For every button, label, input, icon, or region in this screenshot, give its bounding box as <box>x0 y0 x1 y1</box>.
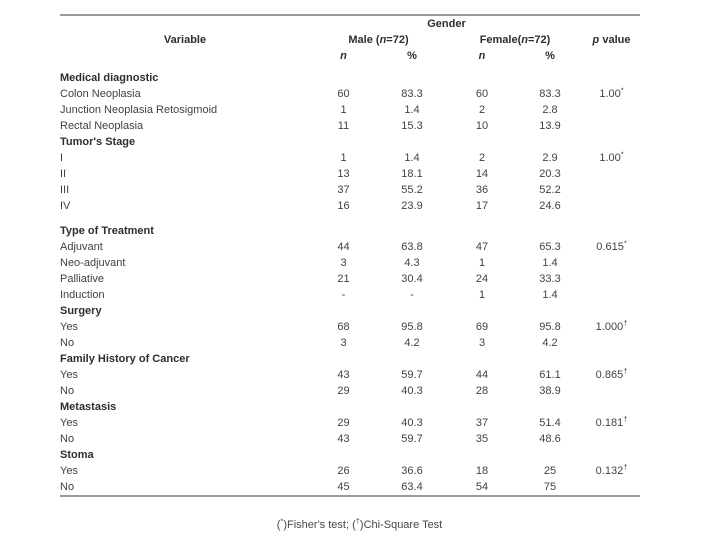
p-value <box>583 287 640 303</box>
male-pct-value: 55.2 <box>401 183 423 196</box>
row-label: No <box>60 336 75 349</box>
male-pct-value: 18.1 <box>401 167 423 180</box>
section-title: Family History of Cancer <box>60 352 190 365</box>
female-n-value: 37 <box>475 416 489 429</box>
section-row <box>60 447 640 463</box>
row-label: Junction Neoplasia Retosigmoid <box>60 103 218 116</box>
table-row <box>60 431 640 447</box>
female-pct-value: 33.3 <box>539 272 561 285</box>
male-n-value: 43 <box>337 368 350 381</box>
p-superscript: † <box>623 413 628 423</box>
male-n-value: 16 <box>337 199 350 212</box>
section-title: Medical diagnostic <box>60 71 159 84</box>
p-superscript: * <box>620 148 624 158</box>
p-value: 0.181† <box>595 413 628 429</box>
female-pct-value: 25 <box>543 464 557 477</box>
gender-statistics-table <box>60 14 640 497</box>
male-n-value: 68 <box>337 320 350 333</box>
female-n-value: 36 <box>475 183 489 196</box>
female-pct-subheader: % <box>545 49 555 62</box>
male-pct-subheader: % <box>407 49 417 62</box>
male-pct-value: 59.7 <box>401 432 423 445</box>
female-n-subheader: n <box>478 49 486 62</box>
male-n-value: 3 <box>340 256 347 269</box>
section-row <box>60 70 640 86</box>
section-title: Surgery <box>60 304 102 317</box>
table-row <box>60 463 640 479</box>
female-n-value: 47 <box>475 240 489 253</box>
female-pct-value: 24.6 <box>539 199 561 212</box>
male-n-value: 29 <box>337 416 350 429</box>
p-value <box>583 198 640 214</box>
gender-header: Gender <box>427 17 466 30</box>
empty-cell <box>60 15 310 32</box>
male-n-value: 26 <box>337 464 350 477</box>
table-row <box>60 271 640 287</box>
female-n-value: 35 <box>475 432 489 445</box>
variable-header: Variable <box>163 33 207 46</box>
female-pct-value: 83.3 <box>539 87 561 100</box>
row-label: No <box>60 432 75 445</box>
male-n-value: 13 <box>337 167 350 180</box>
section-row <box>60 134 640 150</box>
male-n-value: 60 <box>337 87 350 100</box>
male-pct-value: 23.9 <box>401 199 423 212</box>
fisher-asterisk: * <box>280 516 284 526</box>
p-value <box>583 383 640 399</box>
female-n-value: 54 <box>475 480 489 493</box>
female-n-value: 60 <box>475 87 489 100</box>
row-label: Colon Neoplasia <box>60 87 141 100</box>
male-pct-value: 83.3 <box>401 87 423 100</box>
female-n-value: 14 <box>475 167 489 180</box>
female-n-value: 1 <box>478 288 486 301</box>
male-pct-value: 4.3 <box>404 256 420 269</box>
female-pct-value: 52.2 <box>539 183 561 196</box>
footnote-chi-text: )Chi-Square Test <box>359 519 443 531</box>
p-value: 0.615* <box>596 237 627 253</box>
female-n-value: 44 <box>475 368 489 381</box>
female-pct-value: 1.4 <box>542 288 558 301</box>
empty-cell <box>60 48 310 64</box>
table-row <box>60 118 640 134</box>
p-superscript: † <box>623 365 628 375</box>
male-header-n-italic: n <box>379 33 387 46</box>
male-pct-value: 63.4 <box>401 480 423 493</box>
row-label: Yes <box>60 416 78 429</box>
table-row <box>60 415 640 431</box>
row-label: Rectal Neoplasia <box>60 119 144 132</box>
male-pct-value: 59.7 <box>401 368 423 381</box>
male-pct-value: 15.3 <box>401 119 423 132</box>
row-label: Yes <box>60 464 78 477</box>
p-value <box>583 479 640 496</box>
female-pct-value: 20.3 <box>539 167 561 180</box>
p-value: 1.000† <box>595 317 628 333</box>
row-label: Palliative <box>60 272 105 285</box>
table-footnote <box>0 516 719 531</box>
row-label: Adjuvant <box>60 240 103 253</box>
row-label: IV <box>60 199 71 212</box>
female-n-value: 2 <box>478 103 486 116</box>
male-n-value: 37 <box>337 183 350 196</box>
female-n-value: 3 <box>478 336 486 349</box>
footnote-fisher-text: )Fisher's test; ( <box>283 519 356 531</box>
female-pct-value: 2.9 <box>542 151 558 164</box>
table-row <box>60 287 640 303</box>
row-label: Neo-adjuvant <box>60 256 126 269</box>
male-n-value: 44 <box>337 240 350 253</box>
p-value-header-rest: value <box>599 33 631 46</box>
p-superscript: † <box>623 317 628 327</box>
section-title: Stoma <box>60 448 94 461</box>
male-header <box>310 32 447 48</box>
male-pct-value: 1.4 <box>404 151 420 164</box>
p-value <box>583 271 640 287</box>
table-row <box>60 479 640 496</box>
p-superscript: † <box>623 461 628 471</box>
female-n-value: 18 <box>475 464 489 477</box>
male-pct-value: 1.4 <box>404 103 420 116</box>
female-n-value: 28 <box>475 384 489 397</box>
female-pct-value: 4.2 <box>542 336 558 349</box>
row-label: Yes <box>60 320 78 333</box>
sub-header-row <box>60 48 640 64</box>
female-pct-value: 2.8 <box>542 103 558 116</box>
male-pct-value: 63.8 <box>401 240 423 253</box>
p-value <box>583 118 640 134</box>
p-value <box>583 335 640 351</box>
male-pct-value: 36.6 <box>401 464 423 477</box>
female-pct-value: 65.3 <box>539 240 561 253</box>
gender-header-row <box>60 15 640 32</box>
p-value-header <box>583 32 640 48</box>
male-pct-value: 4.2 <box>404 336 420 349</box>
male-pct-value: 95.8 <box>401 320 423 333</box>
table-row <box>60 383 640 399</box>
section-title: Type of Treatment <box>60 224 154 237</box>
section-row <box>60 399 640 415</box>
table-row <box>60 319 640 335</box>
male-n-value: 3 <box>340 336 347 349</box>
female-pct-value: 61.1 <box>539 368 561 381</box>
male-pct-value: 30.4 <box>401 272 423 285</box>
p-value <box>583 102 640 118</box>
female-pct-value: 38.9 <box>539 384 561 397</box>
row-label: Yes <box>60 368 78 381</box>
table-row <box>60 198 640 214</box>
male-pct-value: - <box>410 288 414 301</box>
table-row <box>60 166 640 182</box>
male-header-pre: Male ( <box>348 33 380 46</box>
female-pct-value: 1.4 <box>542 256 558 269</box>
female-pct-value: 95.8 <box>539 320 561 333</box>
female-header-post: =72) <box>528 33 551 46</box>
row-label: No <box>60 480 75 493</box>
row-label: Induction <box>60 288 105 301</box>
male-n-value: - <box>341 288 346 301</box>
female-pct-value: 75 <box>543 480 557 493</box>
p-value <box>583 431 640 447</box>
male-n-value: 29 <box>337 384 350 397</box>
spacer-row <box>60 214 640 223</box>
female-n-value: 69 <box>475 320 489 333</box>
male-n-value: 1 <box>340 151 347 164</box>
female-header-n-italic: n <box>521 33 528 46</box>
male-n-value: 43 <box>337 432 350 445</box>
section-title: Tumor's Stage <box>60 135 136 148</box>
p-value <box>583 166 640 182</box>
table-row <box>60 239 640 255</box>
section-row <box>60 223 640 239</box>
male-n-value: 1 <box>340 103 347 116</box>
p-value: 0.132† <box>595 461 628 477</box>
empty-cell <box>583 15 640 32</box>
female-pct-value: 13.9 <box>539 119 561 132</box>
p-value <box>583 255 640 271</box>
row-label: II <box>60 167 67 180</box>
female-pct-value: 48.6 <box>539 432 561 445</box>
female-header-pre: Female( <box>479 33 522 46</box>
row-label: I <box>60 151 64 164</box>
female-n-value: 2 <box>478 151 486 164</box>
section-row <box>60 351 640 367</box>
female-n-value: 24 <box>475 272 489 285</box>
p-value: 1.00* <box>599 148 624 164</box>
female-n-value: 1 <box>478 256 486 269</box>
male-header-post: =72) <box>386 33 409 46</box>
male-pct-value: 40.3 <box>401 416 423 429</box>
female-n-value: 17 <box>475 199 489 212</box>
p-value: 0.865† <box>595 365 628 381</box>
female-header <box>447 32 583 48</box>
male-pct-value: 40.3 <box>401 384 423 397</box>
male-n-value: 45 <box>337 480 350 493</box>
row-label: No <box>60 384 75 397</box>
row-label: III <box>60 183 70 196</box>
table-row <box>60 255 640 271</box>
table-row <box>60 150 640 166</box>
p-superscript: * <box>620 84 624 94</box>
table-row <box>60 182 640 198</box>
section-row <box>60 303 640 319</box>
female-n-value: 10 <box>475 119 489 132</box>
table-row <box>60 102 640 118</box>
male-n-value: 21 <box>337 272 350 285</box>
empty-cell <box>583 48 640 64</box>
chi-square-dagger: † <box>355 516 360 526</box>
section-title: Metastasis <box>60 400 117 413</box>
p-value: 1.00* <box>599 84 624 100</box>
footnote-open: ( <box>276 519 281 531</box>
p-italic: p <box>592 33 600 46</box>
male-n-subheader: n <box>340 49 347 62</box>
table-row <box>60 367 640 383</box>
table-row <box>60 335 640 351</box>
p-value <box>583 182 640 198</box>
column-header-row <box>60 32 640 48</box>
female-pct-value: 51.4 <box>539 416 561 429</box>
table-row <box>60 86 640 102</box>
p-superscript: * <box>623 237 627 247</box>
male-n-value: 11 <box>337 119 350 132</box>
